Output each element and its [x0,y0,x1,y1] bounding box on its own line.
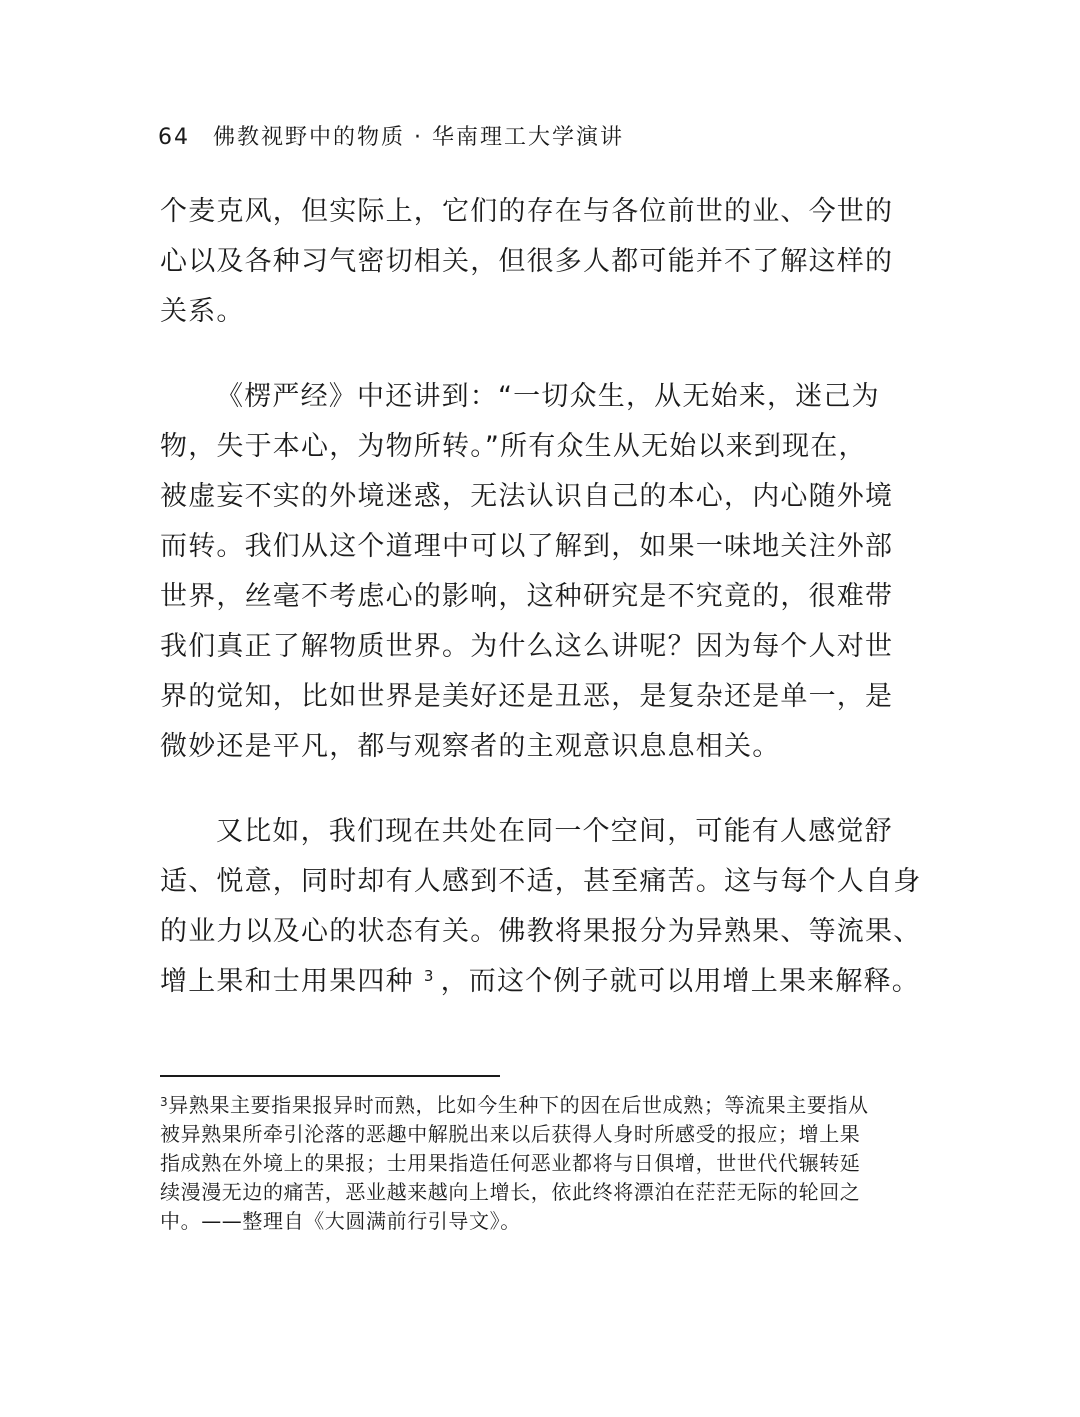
paragraph-3 [160,807,922,1007]
running-header [158,122,624,154]
paragraph-line: 个麦克风，但实际上，它们的存在与各位前世的业、今世的 [160,196,894,227]
footnote-text: 异熟果主要指果报异时而熟，比如今生种下的因在后世成熟；等流果主要指从 [168,1093,869,1117]
footnote-3 [160,1091,900,1236]
footnote-line: 续漫漫无边的痛苦，恶业越来越向上增长，依此终将漂泊在茫茫无际的轮回之 [160,1180,861,1204]
footnote-reference[interactable]: 3 [423,967,435,985]
footnote-line: 中。——整理自《大圆满前行引导文》。 [160,1209,521,1233]
paragraph-2 [160,372,900,772]
paragraph-line: 的业力以及心的状态有关。佛教将果报分为异熟果、等流果、 [160,916,922,947]
footnote-line: 被异熟果所牵引沦落的恶趣中解脱出来以后获得人身时所感受的报应；增上果 [160,1122,861,1146]
text-after-footnote-ref: ，而这个例子就可以用增上果来解释。 [440,966,920,997]
paragraph-line: 被虚妄不实的外境迷惑，无法认识自己的本心，内心随外境 [160,481,894,512]
footnote-line: 指成熟在外境上的果报；士用果指造任何恶业都将与日俱增，世世代代辗转延 [160,1151,861,1175]
paragraph-line: 而转。我们从这个道理中可以了解到，如果一味地关注外部 [160,531,894,562]
paragraph-line: 心以及各种习气密切相关，但很多人都可能并不了解这样的 [160,246,894,277]
footnote-marker: 3 [160,1095,169,1109]
paragraph-line: 《楞严经》中还讲到：“一切众生，从无始来，迷己为 [216,381,880,412]
paragraph-line: 物，失于本心，为物所转。”所有众生从无始以来到现在， [160,431,867,462]
paragraph-line: 适、悦意，同时却有人感到不适，甚至痛苦。这与每个人自身 [160,866,922,897]
paragraph-line [160,957,920,1007]
paragraph-line: 我们真正了解物质世界。为什么这么讲呢？因为每个人对世 [160,631,894,662]
footnote-line [160,1091,900,1120]
paragraph-line: 关系。 [160,296,245,327]
paragraph-1 [160,187,900,337]
footnote-divider [160,1075,500,1077]
paragraph-line: 又比如，我们现在共处在同一个空间，可能有人感觉舒 [216,816,893,847]
running-title: 佛教视野中的物质 · 华南理工大学演讲 [213,125,624,150]
paragraph-line: 微妙还是平凡，都与观察者的主观意识息息相关。 [160,731,781,762]
paragraph-line: 界的觉知，比如世界是美好还是丑恶，是复杂还是单一，是 [160,681,894,712]
paragraph-line: 世界，丝毫不考虑心的影响，这种研究是不究竟的，很难带 [160,581,894,612]
text-before-footnote-ref: 增上果和士用果四种 [160,966,414,997]
page-number: 64 [158,125,190,150]
